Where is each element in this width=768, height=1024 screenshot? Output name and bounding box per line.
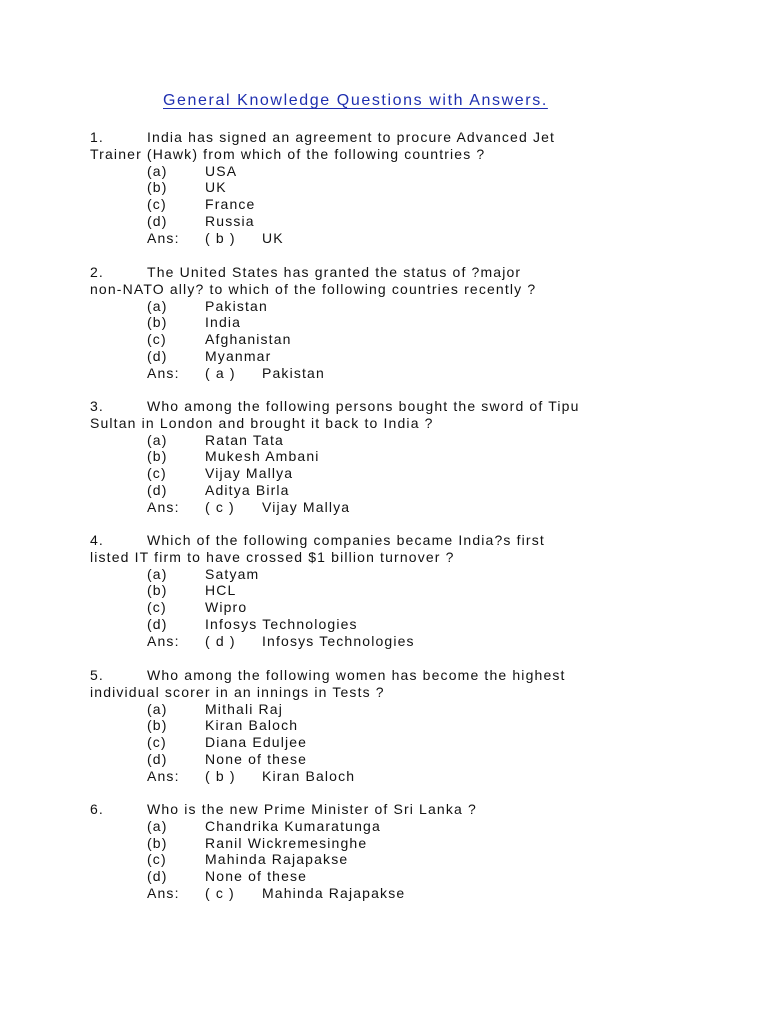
answer-line: Ans: ( b ) Kiran Baloch xyxy=(147,767,356,784)
answer-line: Ans: ( d ) Infosys Technologies xyxy=(147,632,415,649)
question-text: Who among the following women has become the highest xyxy=(147,667,566,683)
question-line xyxy=(90,129,730,146)
option-d: (d) None of these xyxy=(147,750,308,767)
question-line: Trainer (Hawk) from which of the following countries ? xyxy=(90,145,486,162)
option-a: (a) Ratan Tata xyxy=(147,431,284,448)
question-line xyxy=(90,264,730,281)
option-b: (b) UK xyxy=(147,179,227,196)
question-number: 3. xyxy=(90,398,104,414)
option-a: (a) Mithali Raj xyxy=(147,700,284,717)
answer-text: Infosys Technologies xyxy=(262,632,415,649)
option-d: (d) Myanmar xyxy=(147,347,272,364)
option-d: (d) Aditya Birla xyxy=(147,481,290,498)
question-5 xyxy=(90,667,730,785)
option-c: (c) Afghanistan xyxy=(147,331,292,348)
question-number: 2. xyxy=(90,264,104,280)
option-c: (c) France xyxy=(147,196,256,213)
question-line: non-NATO ally? to which of the following countries recently ? xyxy=(90,280,537,297)
question-text: Which of the following companies became India?s first xyxy=(147,532,545,548)
answer-line: Ans: ( c ) Mahinda Rajapakse xyxy=(147,884,406,901)
question-text: Who among the following persons bought the sword of Tipu xyxy=(147,398,580,414)
option-a: (a) Pakistan xyxy=(147,297,268,314)
answer-text: Mahinda Rajapakse xyxy=(262,884,406,901)
answer-text: UK xyxy=(262,229,284,246)
option-d: (d) Russia xyxy=(147,212,255,229)
option-d: (d) Infosys Technologies xyxy=(147,615,358,632)
option-b: (b) HCL xyxy=(147,582,237,599)
answer-line: Ans: ( c ) Vijay Mallya xyxy=(147,498,351,515)
question-1 xyxy=(90,129,730,247)
question-number: 5. xyxy=(90,667,104,683)
option-d: (d) None of these xyxy=(147,868,308,885)
answer-line: Ans: ( b ) UK xyxy=(147,229,284,246)
page-title: General Knowledge Questions with Answers. xyxy=(163,92,548,109)
option-a: (a) USA xyxy=(147,162,238,179)
option-c: (c) Wipro xyxy=(147,599,248,616)
answer-text: Kiran Baloch xyxy=(262,767,356,784)
option-b: (b) India xyxy=(147,314,242,331)
option-a: (a) Satyam xyxy=(147,565,260,582)
option-b: (b) Kiran Baloch xyxy=(147,717,299,734)
question-line: listed IT firm to have crossed $1 billion turnover ? xyxy=(90,548,455,565)
answer-text: Pakistan xyxy=(262,364,325,381)
question-text: India has signed an agreement to procure Advanced Jet xyxy=(147,129,556,145)
answer-text: Vijay Mallya xyxy=(262,498,351,515)
question-3 xyxy=(90,398,730,516)
option-c: (c) Vijay Mallya xyxy=(147,465,294,482)
option-a: (a) Chandrika Kumaratunga xyxy=(147,817,381,834)
option-b: (b) Ranil Wickremesinghe xyxy=(147,834,368,851)
question-line: individual scorer in an innings in Tests ? xyxy=(90,683,385,700)
question-number: 1. xyxy=(90,129,104,145)
question-text: The United States has granted the status of ?major xyxy=(147,264,522,280)
question-line: Sultan in London and brought it back to India ? xyxy=(90,414,434,431)
question-line xyxy=(90,398,730,415)
question-line xyxy=(90,801,730,818)
question-number: 4. xyxy=(90,532,104,548)
question-line xyxy=(90,532,730,549)
option-b: (b) Mukesh Ambani xyxy=(147,448,320,465)
question-line xyxy=(90,667,730,684)
answer-line: Ans: ( a ) Pakistan xyxy=(147,364,325,381)
option-c: (c) Diana Eduljee xyxy=(147,734,308,751)
question-text: Who is the new Prime Minister of Sri Lanka ? xyxy=(147,801,477,817)
question-number: 6. xyxy=(90,801,104,817)
option-c: (c) Mahinda Rajapakse xyxy=(147,851,349,868)
question-2 xyxy=(90,264,730,382)
question-4 xyxy=(90,532,730,650)
question-6 xyxy=(90,801,730,902)
